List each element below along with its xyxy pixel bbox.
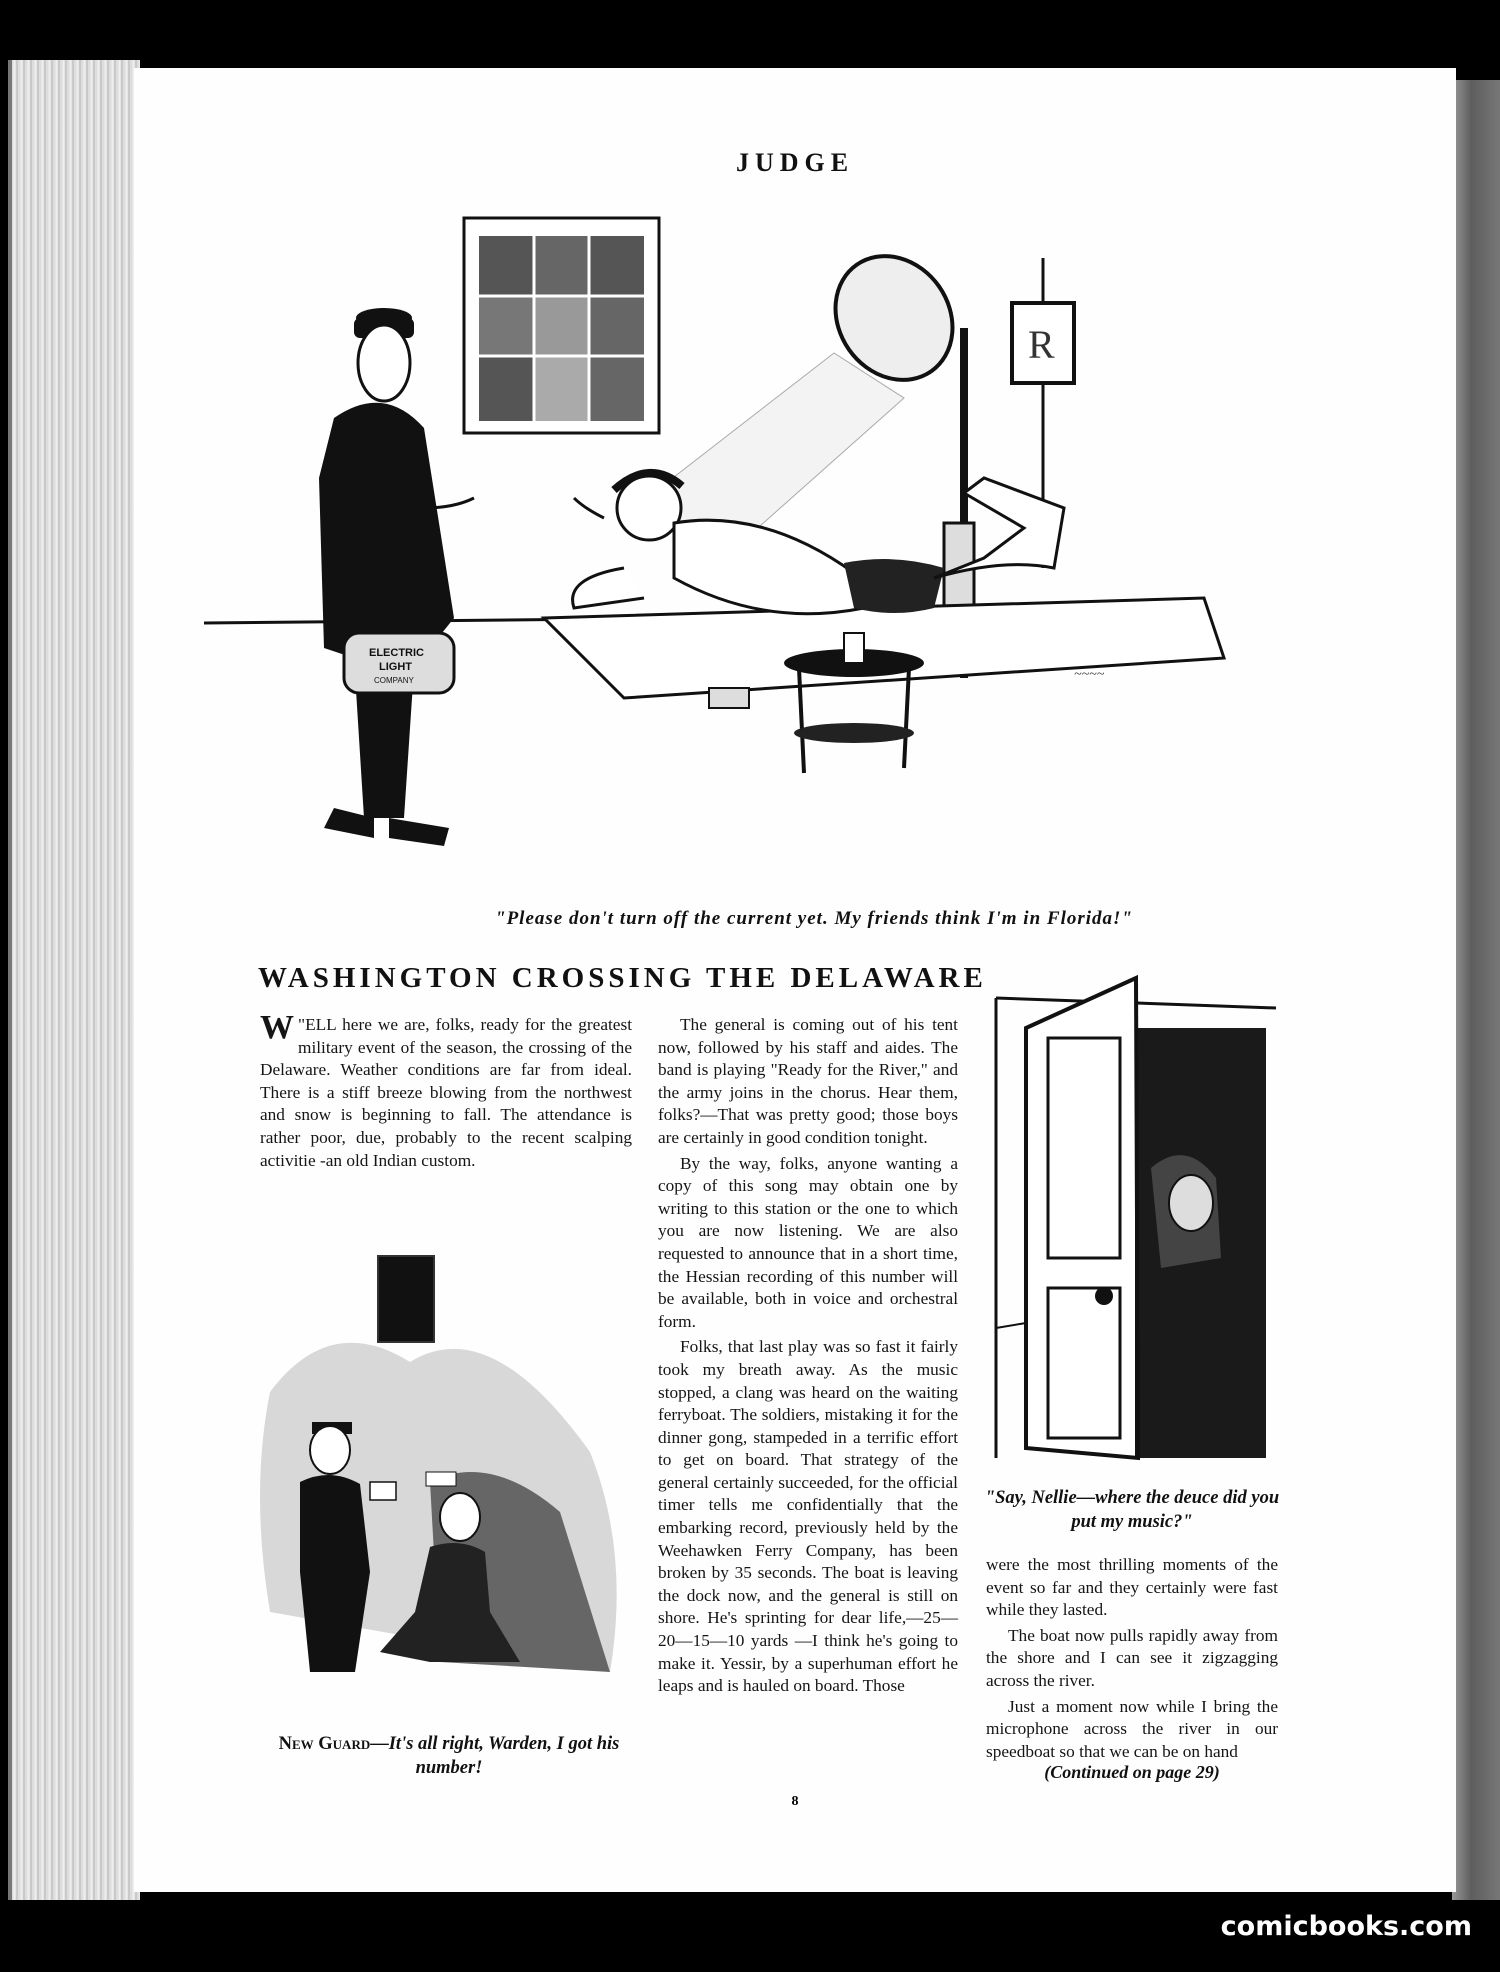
door-knob (1095, 1287, 1113, 1305)
drop-cap: W (260, 1009, 294, 1046)
article-column-2 (658, 1014, 958, 1701)
right-cartoon-caption: "Say, Nellie—where the deuce did you put my music?" (984, 1488, 1280, 1532)
new-guard-cartoon (230, 1252, 640, 1722)
sunbather-figure (573, 473, 1064, 614)
book-right-edge (1452, 80, 1500, 1900)
magazine-page (134, 68, 1456, 1892)
window (464, 218, 659, 433)
open-door (1026, 978, 1138, 1458)
continued-note: (Continued on page 29) (1044, 1762, 1220, 1782)
left-cartoon-caption: New Guard—It's all right, Warden, I got his number! (278, 1734, 620, 1778)
side-table (784, 633, 924, 773)
svg-text:COMPANY: COMPANY (374, 676, 414, 685)
page-number: 8 (791, 1794, 799, 1809)
article-paragraph: The boat now pulls rapidly away from the shore and I can see it zigzagging across the river. (986, 1625, 1278, 1690)
article-paragraph: The general is coming out of his tent now, followed by his staff and aides. The band is playing "Ready for the River," and the army joins in the chorus. Hear them, folks?—That was pretty good; those boys are certainly in good condition tonight. (658, 1015, 958, 1147)
wall-window (378, 1256, 434, 1342)
book-page-edges (8, 60, 140, 1900)
artist-signature: ~~~~ (1074, 667, 1105, 682)
top-cartoon-caption: "Please don't turn off the current yet. My friends think I'm in Florida!" (495, 908, 1133, 929)
running-head: JUDGE (735, 148, 855, 177)
article-headline: WASHINGTON CROSSING THE DELAWARE (258, 962, 987, 994)
article-paragraph: Folks, that last play was so fast it fairly took my breath away. As the music stopped, a clang was heard on the waiting ferryboat. The soldiers, mistaking it for the dinner gong, stampeded in a terrific effort to get on board. That strategy of the general certainly succeeded, for the official timer tells me confidentially that the embarking record, previously held by the Weehawken Ferry Company, has been broken by 35 seconds. The boat is leaving the dock now, and the general is still on shore. He's sprinting for dear life,—25—20—15—10 yards —I think he's going to make it. Yessir, by a superhuman effort he leaps and is hauled on board. Those (658, 1337, 958, 1696)
article-paragraph: were the most thrilling moments of the event so far and they certainly were fast while they lasted. (986, 1555, 1278, 1620)
watermark: comicbooks.com (1220, 1911, 1472, 1942)
svg-text:LIGHT: LIGHT (379, 661, 412, 673)
meter-man-figure (319, 308, 474, 846)
article-paragraph: " W ELL here we are, folks, ready for the greatest military event of the season, the crossing of the Delaware. Weather conditions are far from ideal. There is a stiff breeze blowing from the northwest and snow is beginning to fall. The attendance is rather poor, due, probably to the recent scalping activitie -an old Indian custom. (260, 1009, 632, 1170)
article-paragraph: Just a moment now while I bring the microphone across the river in our speedboat so that we can be on hand (986, 1696, 1278, 1761)
article-column-1 (260, 1009, 632, 1175)
svg-text:R: R (1028, 322, 1055, 367)
svg-text:ELECTRIC: ELECTRIC (369, 647, 424, 659)
article-column-3 (986, 1554, 1278, 1766)
door-cartoon (986, 968, 1286, 1468)
article-paragraph: By the way, folks, anyone wanting a copy of this song may obtain one by writing to this station or the one to which you are now listening. We are also requested to announce that in a short time, the Hessian recording of this number will be available, both in voice and orchestral form. (658, 1153, 958, 1331)
top-cartoon-illustration (204, 178, 1354, 898)
